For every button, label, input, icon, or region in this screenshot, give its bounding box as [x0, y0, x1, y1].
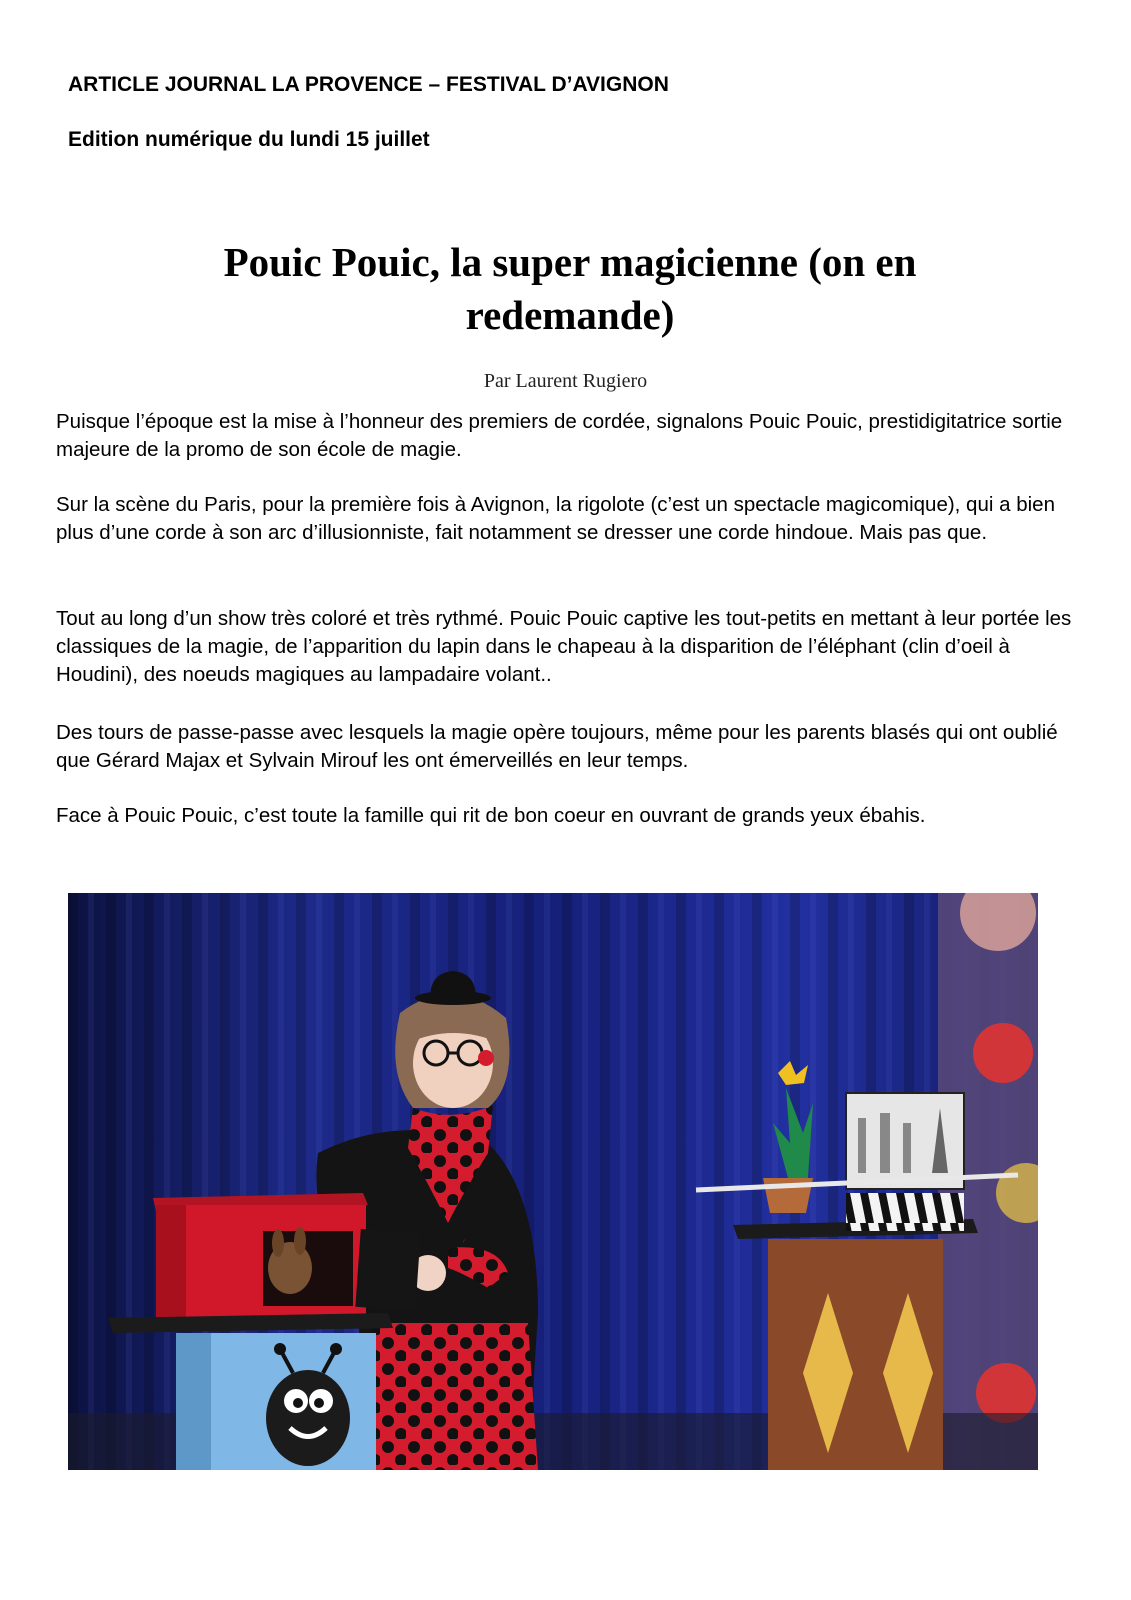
article-paragraph-3: Tout au long d’un show très coloré et très rythmé. Pouic Pouic captive les tout-petits en mettant à leur portée les classiques de la magie, de l’apparition du lapin dans le chapeau à la disparition de l’éléphant (clin d’oeil à Houdini), des noeuds magiques au lampadaire volant.. [56, 607, 1072, 686]
article-byline: Par Laurent Rugiero [483, 370, 648, 392]
article-paragraph-2: Sur la scène du Paris, pour la première fois à Avignon, la rigolote (c’est un spectacle magicomique), qui a bien plus d’une corde à son arc d’illusionniste, fait notamment se dresser une corde hindoue. Mais pas que. [56, 493, 1055, 544]
publication-header: ARTICLE JOURNAL LA PROVENCE – FESTIVAL D’AVIGNON [68, 73, 669, 96]
edition-date: Edition numérique du lundi 15 juillet [68, 128, 430, 151]
stage-photo [68, 893, 1038, 1470]
wooden-table [733, 1219, 978, 1470]
article-paragraph-4: Des tours de passe-passe avec lesquels la magie opère toujours, même pour les parents blasés qui ont oublié que Gérard Majax et Sylvain Mirouf les ont émerveillés en leur temps. [56, 721, 1058, 772]
paris-box [846, 1093, 964, 1231]
article-title-line-2: redemande) [465, 292, 675, 338]
article-title [90, 236, 1050, 342]
article-paragraph-5: Face à Pouic Pouic, c’est toute la famille qui rit de bon coeur en ouvrant de grands yeux ébahis. [56, 804, 926, 827]
article-title-line-1: Pouic Pouic, la super magicienne (on en [223, 239, 917, 285]
stage-photo-illustration [68, 893, 1038, 1470]
article-paragraph-1: Puisque l’époque est la mise à l’honneur des premiers de cordée, signalons Pouic Pouic, prestidigitatrice sortie majeure de la promo de son école de magie. [56, 410, 1063, 461]
